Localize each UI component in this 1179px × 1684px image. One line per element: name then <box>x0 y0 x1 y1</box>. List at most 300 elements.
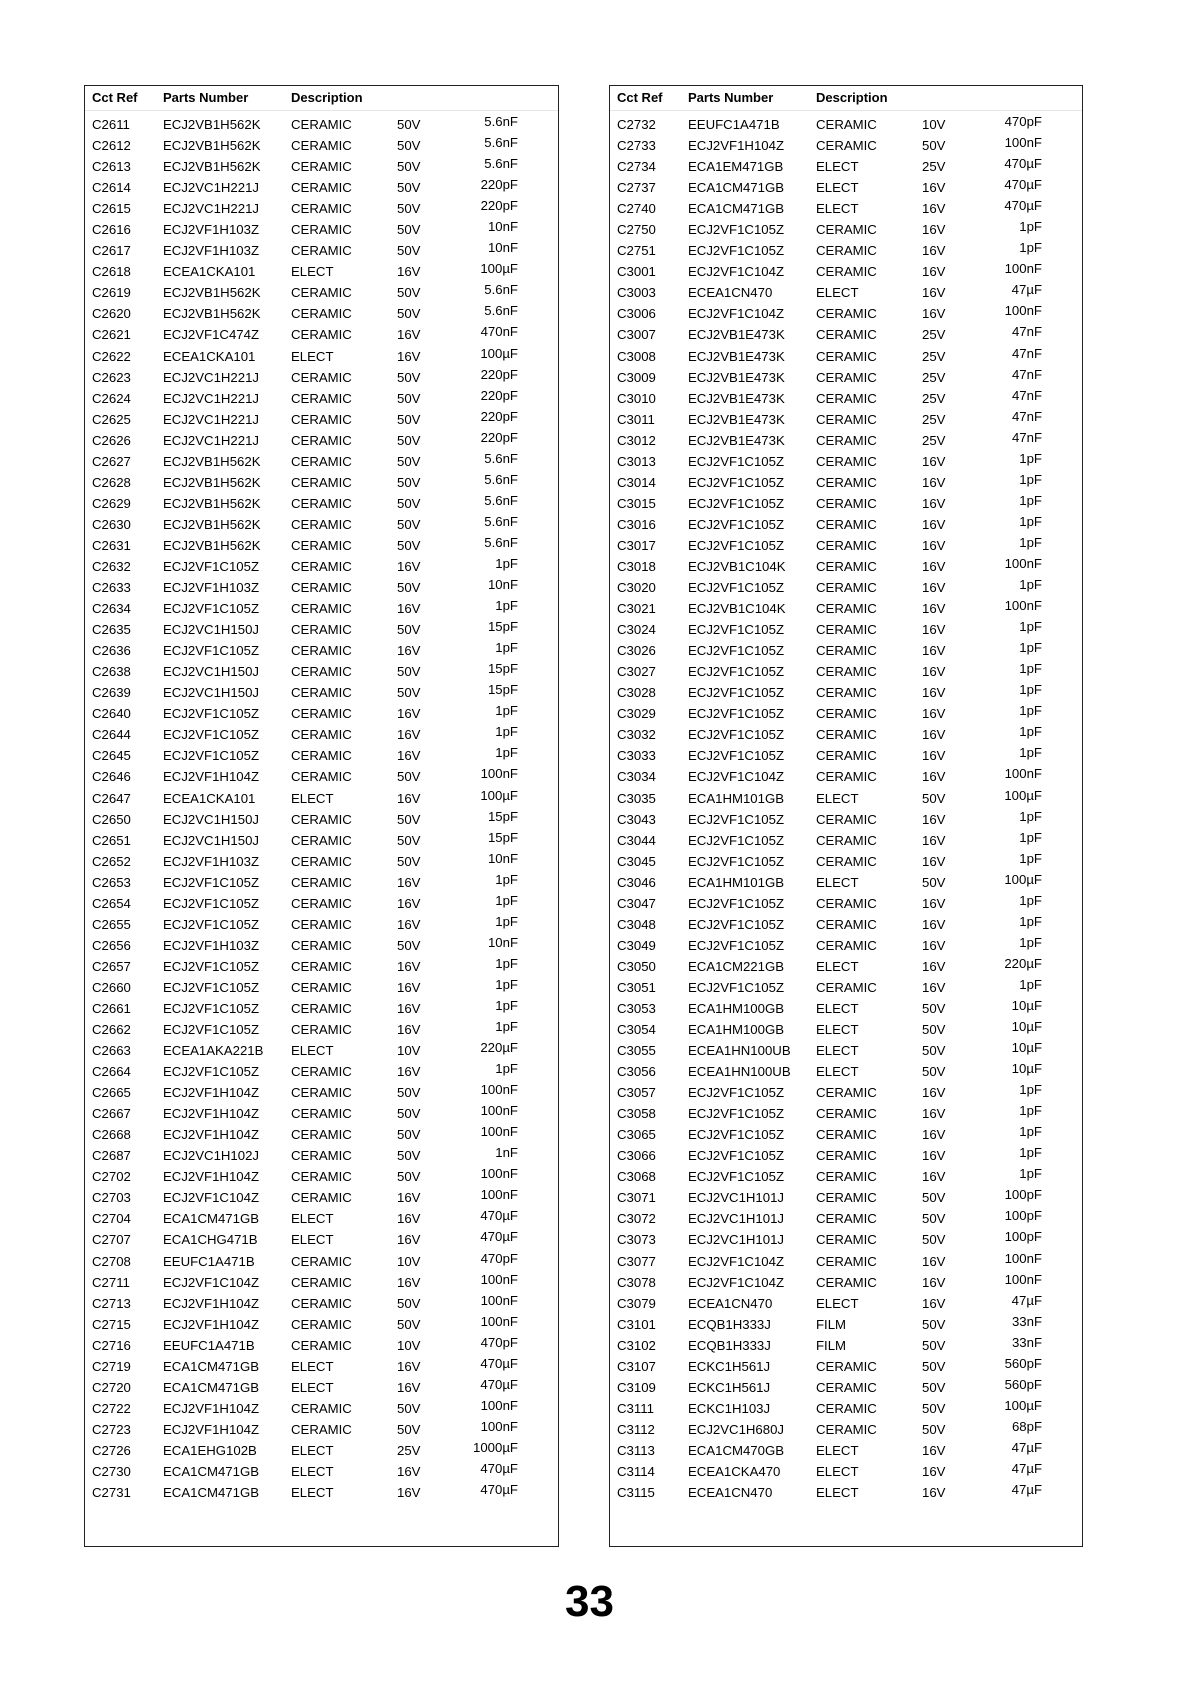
cell-value: 47µF <box>1011 1292 1042 1308</box>
cell-parts-number: ECJ2VF1C105Z <box>688 1148 785 1164</box>
cell-parts-number: ECA1HM101GB <box>688 874 785 890</box>
cell-description: CERAMIC <box>291 327 352 343</box>
cell-value: 10µF <box>1011 1061 1042 1077</box>
cell-voltage: 16V <box>397 706 421 722</box>
cell-voltage: 16V <box>922 180 946 196</box>
table-header <box>610 86 1082 111</box>
cell-value: 470µF <box>1004 177 1042 193</box>
cell-description: CERAMIC <box>291 411 352 427</box>
cell-voltage: 16V <box>397 1274 421 1290</box>
cell-cct-ref: C3115 <box>617 1485 655 1501</box>
cell-description: ELECT <box>816 874 859 890</box>
cell-voltage: 16V <box>922 474 946 490</box>
cell-value: 1pF <box>1019 534 1042 550</box>
cell-cct-ref: C2620 <box>92 306 131 322</box>
cell-value: 100nF <box>480 1124 518 1140</box>
cell-parts-number: ECJ2VF1C105Z <box>688 748 785 764</box>
cell-description: ELECT <box>816 285 859 301</box>
cell-value: 100pF <box>1004 1187 1042 1203</box>
cell-description: CERAMIC <box>291 1274 352 1290</box>
parts-table-left <box>84 85 559 1547</box>
cell-value: 1pF <box>1019 640 1042 656</box>
cell-voltage: 16V <box>397 264 421 280</box>
cell-cct-ref: C2704 <box>92 1211 131 1227</box>
cell-parts-number: ECJ2VF1C105Z <box>688 580 785 596</box>
cell-description: CERAMIC <box>291 727 352 743</box>
cell-parts-number: ECJ2VF1C104Z <box>688 1274 785 1290</box>
cell-description: CERAMIC <box>291 937 352 953</box>
table-row <box>85 346 558 367</box>
cell-voltage: 16V <box>397 1022 421 1038</box>
table-row <box>85 745 558 766</box>
cell-parts-number: ECJ2VF1H103Z <box>163 580 260 596</box>
cell-value: 100nF <box>1004 261 1042 277</box>
cell-value: 100µF <box>480 261 518 277</box>
cell-parts-number: ECEA1CKA101 <box>163 790 256 806</box>
cell-value: 5.6nF <box>484 303 518 319</box>
cell-cct-ref: C2715 <box>92 1316 131 1332</box>
cell-parts-number: ECA1HM101GB <box>688 790 785 806</box>
cell-cct-ref: C3071 <box>617 1190 656 1206</box>
cell-voltage: 16V <box>397 1000 421 1016</box>
cell-value: 1pF <box>495 1061 518 1077</box>
cell-value: 5.6nF <box>484 513 518 529</box>
cell-parts-number: ECJ2VB1E473K <box>688 348 785 364</box>
cell-parts-number: ECJ2VF1H104Z <box>163 1316 260 1332</box>
cell-voltage: 16V <box>922 1274 946 1290</box>
cell-description: CERAMIC <box>816 474 877 490</box>
table-row <box>85 472 558 493</box>
cell-cct-ref: C2636 <box>92 643 131 659</box>
cell-description: CERAMIC <box>816 895 877 911</box>
header-parts-number: Parts Number <box>163 90 249 105</box>
cell-cct-ref: C2626 <box>92 432 131 448</box>
table-row <box>85 451 558 472</box>
table-row <box>85 1314 558 1335</box>
cell-cct-ref: C3029 <box>617 706 656 722</box>
cell-parts-number: ECJ2VF1C105Z <box>163 895 260 911</box>
cell-cct-ref: C2662 <box>92 1022 131 1038</box>
cell-voltage: 25V <box>922 348 946 364</box>
cell-parts-number: ECJ2VC1H221J <box>163 201 260 217</box>
cell-voltage: 16V <box>922 727 946 743</box>
cell-cct-ref: C2611 <box>92 117 130 132</box>
table-row <box>610 409 1082 430</box>
cell-description: CERAMIC <box>816 516 877 532</box>
cell-description: CERAMIC <box>816 537 877 553</box>
cell-value: 470µF <box>1004 198 1042 214</box>
cell-parts-number: ECJ2VB1E473K <box>688 327 785 343</box>
cell-cct-ref: C3001 <box>617 264 656 280</box>
cell-parts-number: ECEA1AKA221B <box>163 1043 264 1059</box>
table-row <box>85 493 558 514</box>
cell-parts-number: ECJ2VF1C105Z <box>163 558 260 574</box>
cell-cct-ref: C2720 <box>92 1379 131 1395</box>
table-row <box>610 303 1082 324</box>
cell-parts-number: ECJ2VF1C474Z <box>163 327 260 343</box>
cell-value: 47nF <box>1011 366 1042 382</box>
cell-value: 1pF <box>1019 492 1042 508</box>
cell-description: CERAMIC <box>291 201 352 217</box>
table-row <box>85 893 558 914</box>
cell-cct-ref: C2630 <box>92 516 131 532</box>
cell-parts-number: ECKC1H561J <box>688 1379 771 1395</box>
cell-cct-ref: C2627 <box>92 453 131 469</box>
cell-description: CERAMIC <box>291 1253 352 1269</box>
table-row <box>610 1461 1082 1482</box>
cell-cct-ref: C2667 <box>92 1106 131 1122</box>
cell-description: CERAMIC <box>816 264 877 280</box>
cell-cct-ref: C3033 <box>617 748 656 764</box>
header-cct-ref: Cct Ref <box>92 90 138 105</box>
cell-cct-ref: C2652 <box>92 853 131 869</box>
cell-value: 5.6nF <box>484 471 518 487</box>
cell-parts-number: ECEA1CN470 <box>688 285 773 301</box>
cell-description: ELECT <box>291 1211 334 1227</box>
cell-description: CERAMIC <box>291 180 352 196</box>
cell-value: 1pF <box>495 955 518 971</box>
cell-cct-ref: C2732 <box>617 117 656 132</box>
cell-cct-ref: C3066 <box>617 1148 656 1164</box>
cell-voltage: 16V <box>397 790 421 806</box>
cell-voltage: 25V <box>922 411 946 427</box>
cell-value: 1pF <box>1019 1124 1042 1140</box>
table-row <box>85 1145 558 1166</box>
cell-description: ELECT <box>291 1379 334 1395</box>
cell-parts-number: ECJ2VF1C105Z <box>688 243 785 259</box>
table-row <box>610 1335 1082 1356</box>
cell-voltage: 50V <box>397 243 421 259</box>
cell-voltage: 16V <box>922 1295 946 1311</box>
cell-parts-number: ECJ2VB1E473K <box>688 411 785 427</box>
cell-value: 100nF <box>1004 1271 1042 1287</box>
cell-cct-ref: C2613 <box>92 159 131 175</box>
cell-parts-number: ECJ2VC1H221J <box>163 411 260 427</box>
table-row <box>85 156 558 177</box>
cell-parts-number: ECJ2VF1C104Z <box>688 769 785 785</box>
cell-description: CERAMIC <box>291 1085 352 1101</box>
cell-description: CERAMIC <box>816 664 877 680</box>
cell-voltage: 16V <box>922 580 946 596</box>
cell-description: CERAMIC <box>816 411 877 427</box>
cell-value: 1pF <box>1019 808 1042 824</box>
cell-cct-ref: C3053 <box>617 1000 656 1016</box>
cell-value: 1pF <box>495 976 518 992</box>
cell-parts-number: ECJ2VF1H104Z <box>163 1169 260 1185</box>
header-description: Description <box>816 90 888 105</box>
cell-description: CERAMIC <box>816 1127 877 1143</box>
header-description: Description <box>291 90 363 105</box>
cell-voltage: 50V <box>397 1127 421 1143</box>
table-row <box>85 640 558 661</box>
cell-cct-ref: C3079 <box>617 1295 656 1311</box>
cell-description: CERAMIC <box>816 580 877 596</box>
cell-voltage: 16V <box>397 1211 421 1227</box>
table-row <box>85 1419 558 1440</box>
cell-cct-ref: C2708 <box>92 1253 131 1269</box>
cell-parts-number: ECJ2VF1C105Z <box>688 622 785 638</box>
cell-voltage: 16V <box>397 979 421 995</box>
table-row <box>85 430 558 451</box>
table-row <box>610 367 1082 388</box>
cell-value: 1pF <box>1019 219 1042 235</box>
cell-description: ELECT <box>816 1043 859 1059</box>
table-row <box>610 1208 1082 1229</box>
cell-voltage: 16V <box>397 348 421 364</box>
cell-cct-ref: C3045 <box>617 853 656 869</box>
cell-value: 470µF <box>1004 156 1042 172</box>
table-row <box>610 1251 1082 1272</box>
cell-parts-number: ECJ2VB1H562K <box>163 138 261 154</box>
cell-parts-number: ECJ2VF1C105Z <box>688 727 785 743</box>
cell-voltage: 16V <box>922 558 946 574</box>
table-row <box>610 1082 1082 1103</box>
cell-cct-ref: C2646 <box>92 769 131 785</box>
cell-description: CERAMIC <box>816 390 877 406</box>
cell-description: CERAMIC <box>816 916 877 932</box>
cell-cct-ref: C3112 <box>617 1421 655 1437</box>
cell-parts-number: ECJ2VB1H562K <box>163 117 261 132</box>
cell-description: ELECT <box>291 790 334 806</box>
cell-cct-ref: C2751 <box>617 243 656 259</box>
cell-voltage: 16V <box>922 706 946 722</box>
cell-parts-number: ECJ2VF1H103Z <box>163 243 260 259</box>
cell-description: CERAMIC <box>291 1000 352 1016</box>
cell-description: CERAMIC <box>291 979 352 995</box>
cell-parts-number: ECJ2VC1H221J <box>163 369 260 385</box>
cell-voltage: 16V <box>922 1464 946 1479</box>
cell-voltage: 16V <box>922 1442 946 1458</box>
cell-value: 100nF <box>480 766 518 782</box>
cell-value: 47nF <box>1011 345 1042 361</box>
table-row <box>85 198 558 219</box>
cell-cct-ref: C2687 <box>92 1148 131 1164</box>
cell-voltage: 50V <box>397 664 421 680</box>
cell-cct-ref: C2655 <box>92 916 131 932</box>
cell-voltage: 50V <box>397 117 421 132</box>
table-row <box>610 114 1082 135</box>
cell-cct-ref: C2638 <box>92 664 131 680</box>
cell-cct-ref: C2661 <box>92 1000 131 1016</box>
cell-parts-number: ECJ2VF1C105Z <box>688 1169 785 1185</box>
cell-parts-number: ECJ2VC1H150J <box>163 664 260 680</box>
cell-description: CERAMIC <box>291 643 352 659</box>
table-row <box>610 745 1082 766</box>
cell-description: CERAMIC <box>291 832 352 848</box>
cell-description: CERAMIC <box>291 664 352 680</box>
cell-cct-ref: C3065 <box>617 1127 656 1143</box>
cell-cct-ref: C3007 <box>617 327 656 343</box>
cell-value: 1pF <box>495 640 518 656</box>
cell-value: 1pF <box>1019 703 1042 719</box>
cell-parts-number: ECA1CM471GB <box>163 1211 260 1227</box>
cell-voltage: 16V <box>922 306 946 322</box>
cell-value: 470pF <box>480 1250 518 1266</box>
table-row <box>85 956 558 977</box>
cell-voltage: 25V <box>922 327 946 343</box>
cell-value: 47nF <box>1011 324 1042 340</box>
cell-description: ELECT <box>291 264 334 280</box>
cell-voltage: 50V <box>922 1358 946 1374</box>
cell-description: ELECT <box>816 1464 859 1479</box>
cell-description: ELECT <box>816 958 859 974</box>
cell-value: 100pF <box>1004 1208 1042 1224</box>
cell-description: CERAMIC <box>291 243 352 259</box>
cell-voltage: 16V <box>397 958 421 974</box>
cell-parts-number: ECJ2VF1C105Z <box>163 706 260 722</box>
cell-parts-number: ECJ2VF1C105Z <box>688 979 785 995</box>
cell-parts-number: ECJ2VB1C104K <box>688 601 786 617</box>
cell-parts-number: ECJ2VF1C104Z <box>163 1274 260 1290</box>
cell-parts-number: ECJ2VF1C105Z <box>163 643 260 659</box>
cell-description: CERAMIC <box>291 1169 352 1185</box>
cell-value: 100µF <box>480 787 518 803</box>
cell-value: 220pF <box>480 408 518 424</box>
table-row <box>610 1440 1082 1461</box>
cell-value: 1pF <box>1019 745 1042 761</box>
cell-parts-number: ECJ2VF1H103Z <box>163 853 260 869</box>
table-row <box>610 324 1082 345</box>
cell-parts-number: ECJ2VF1C105Z <box>163 601 260 617</box>
cell-cct-ref: C2707 <box>92 1232 131 1248</box>
cell-voltage: 50V <box>397 1085 421 1101</box>
cell-parts-number: ECJ2VB1H562K <box>163 453 261 469</box>
cell-description: CERAMIC <box>816 453 877 469</box>
cell-cct-ref: C2723 <box>92 1421 131 1437</box>
cell-voltage: 16V <box>922 516 946 532</box>
table-row <box>85 303 558 324</box>
table-row <box>610 1187 1082 1208</box>
table-row <box>85 1040 558 1061</box>
cell-description: ELECT <box>816 159 859 175</box>
cell-value: 470µF <box>480 1376 518 1392</box>
cell-voltage: 25V <box>397 1442 421 1458</box>
table-row <box>610 1272 1082 1293</box>
cell-voltage: 16V <box>922 601 946 617</box>
cell-value: 100nF <box>480 1082 518 1098</box>
cell-cct-ref: C2719 <box>92 1358 131 1374</box>
cell-voltage: 10V <box>397 1043 421 1059</box>
cell-description: CERAMIC <box>291 390 352 406</box>
table-row <box>85 324 558 345</box>
cell-voltage: 16V <box>922 243 946 259</box>
table-row <box>85 261 558 282</box>
cell-description: ELECT <box>816 201 859 217</box>
cell-value: 15pF <box>487 829 518 845</box>
cell-voltage: 16V <box>922 1106 946 1122</box>
cell-description: CERAMIC <box>291 537 352 553</box>
cell-cct-ref: C2625 <box>92 411 131 427</box>
cell-voltage: 16V <box>922 285 946 301</box>
cell-cct-ref: C2722 <box>92 1400 131 1416</box>
cell-voltage: 16V <box>922 769 946 785</box>
cell-cct-ref: C3034 <box>617 769 656 785</box>
cell-value: 470µF <box>480 1229 518 1245</box>
cell-cct-ref: C2616 <box>92 222 131 238</box>
cell-description: CERAMIC <box>816 1190 877 1206</box>
cell-value: 10nF <box>487 240 518 256</box>
table-row <box>610 598 1082 619</box>
cell-value: 1pF <box>1019 913 1042 929</box>
table-row <box>610 830 1082 851</box>
table-row <box>85 788 558 809</box>
cell-value: 100nF <box>480 1271 518 1287</box>
table-row <box>610 219 1082 240</box>
cell-description: CERAMIC <box>291 285 352 301</box>
table-row <box>610 1229 1082 1250</box>
cell-parts-number: ECJ2VF1C105Z <box>163 727 260 743</box>
cell-cct-ref: C3011 <box>617 411 655 427</box>
cell-parts-number: ECJ2VC1H150J <box>163 811 260 827</box>
cell-description: CERAMIC <box>291 495 352 511</box>
cell-description: CERAMIC <box>816 306 877 322</box>
cell-cct-ref: C2635 <box>92 622 131 638</box>
cell-parts-number: ECJ2VF1C105Z <box>163 1000 260 1016</box>
cell-parts-number: ECJ2VF1C105Z <box>163 979 260 995</box>
cell-cct-ref: C3044 <box>617 832 656 848</box>
cell-value: 1pF <box>1019 724 1042 740</box>
table-row <box>85 282 558 303</box>
table-row <box>85 724 558 745</box>
cell-cct-ref: C2633 <box>92 580 131 596</box>
cell-value: 220pF <box>480 177 518 193</box>
cell-description: CERAMIC <box>291 811 352 827</box>
cell-value: 1pF <box>495 598 518 614</box>
cell-cct-ref: C3054 <box>617 1022 656 1038</box>
cell-voltage: 16V <box>922 811 946 827</box>
cell-value: 1pF <box>1019 934 1042 950</box>
table-row <box>610 430 1082 451</box>
cell-value: 5.6nF <box>484 492 518 508</box>
cell-voltage: 50V <box>922 1000 946 1016</box>
table-row <box>610 809 1082 830</box>
cell-parts-number: ECJ2VF1C105Z <box>688 643 785 659</box>
cell-description: CERAMIC <box>291 1316 352 1332</box>
table-row <box>85 851 558 872</box>
cell-value: 100nF <box>1004 555 1042 571</box>
cell-value: 100nF <box>1004 1250 1042 1266</box>
cell-description: CERAMIC <box>291 558 352 574</box>
cell-cct-ref: C2615 <box>92 201 131 217</box>
cell-value: 470µF <box>480 1355 518 1371</box>
table-row <box>85 998 558 1019</box>
cell-description: CERAMIC <box>291 432 352 448</box>
cell-voltage: 16V <box>397 748 421 764</box>
cell-parts-number: ECEA1CKA101 <box>163 264 256 280</box>
table-row <box>610 261 1082 282</box>
cell-cct-ref: C2644 <box>92 727 131 743</box>
cell-value: 100nF <box>480 1418 518 1434</box>
table-row <box>85 388 558 409</box>
cell-value: 47nF <box>1011 387 1042 403</box>
cell-parts-number: ECJ2VF1H104Z <box>163 1295 260 1311</box>
cell-voltage: 50V <box>922 1337 946 1353</box>
table-row <box>610 703 1082 724</box>
table-row <box>85 1482 558 1503</box>
cell-voltage: 50V <box>397 1316 421 1332</box>
cell-voltage: 50V <box>397 853 421 869</box>
table-body-left <box>85 114 558 1503</box>
table-row <box>85 914 558 935</box>
cell-parts-number: ECJ2VF1H104Z <box>163 1106 260 1122</box>
cell-parts-number: ECJ2VC1H221J <box>163 390 260 406</box>
cell-voltage: 50V <box>922 138 946 154</box>
table-row <box>85 935 558 956</box>
table-row <box>610 998 1082 1019</box>
table-row <box>85 240 558 261</box>
cell-parts-number: ECJ2VF1C104Z <box>688 1253 785 1269</box>
cell-parts-number: ECA1CM471GB <box>163 1379 260 1395</box>
